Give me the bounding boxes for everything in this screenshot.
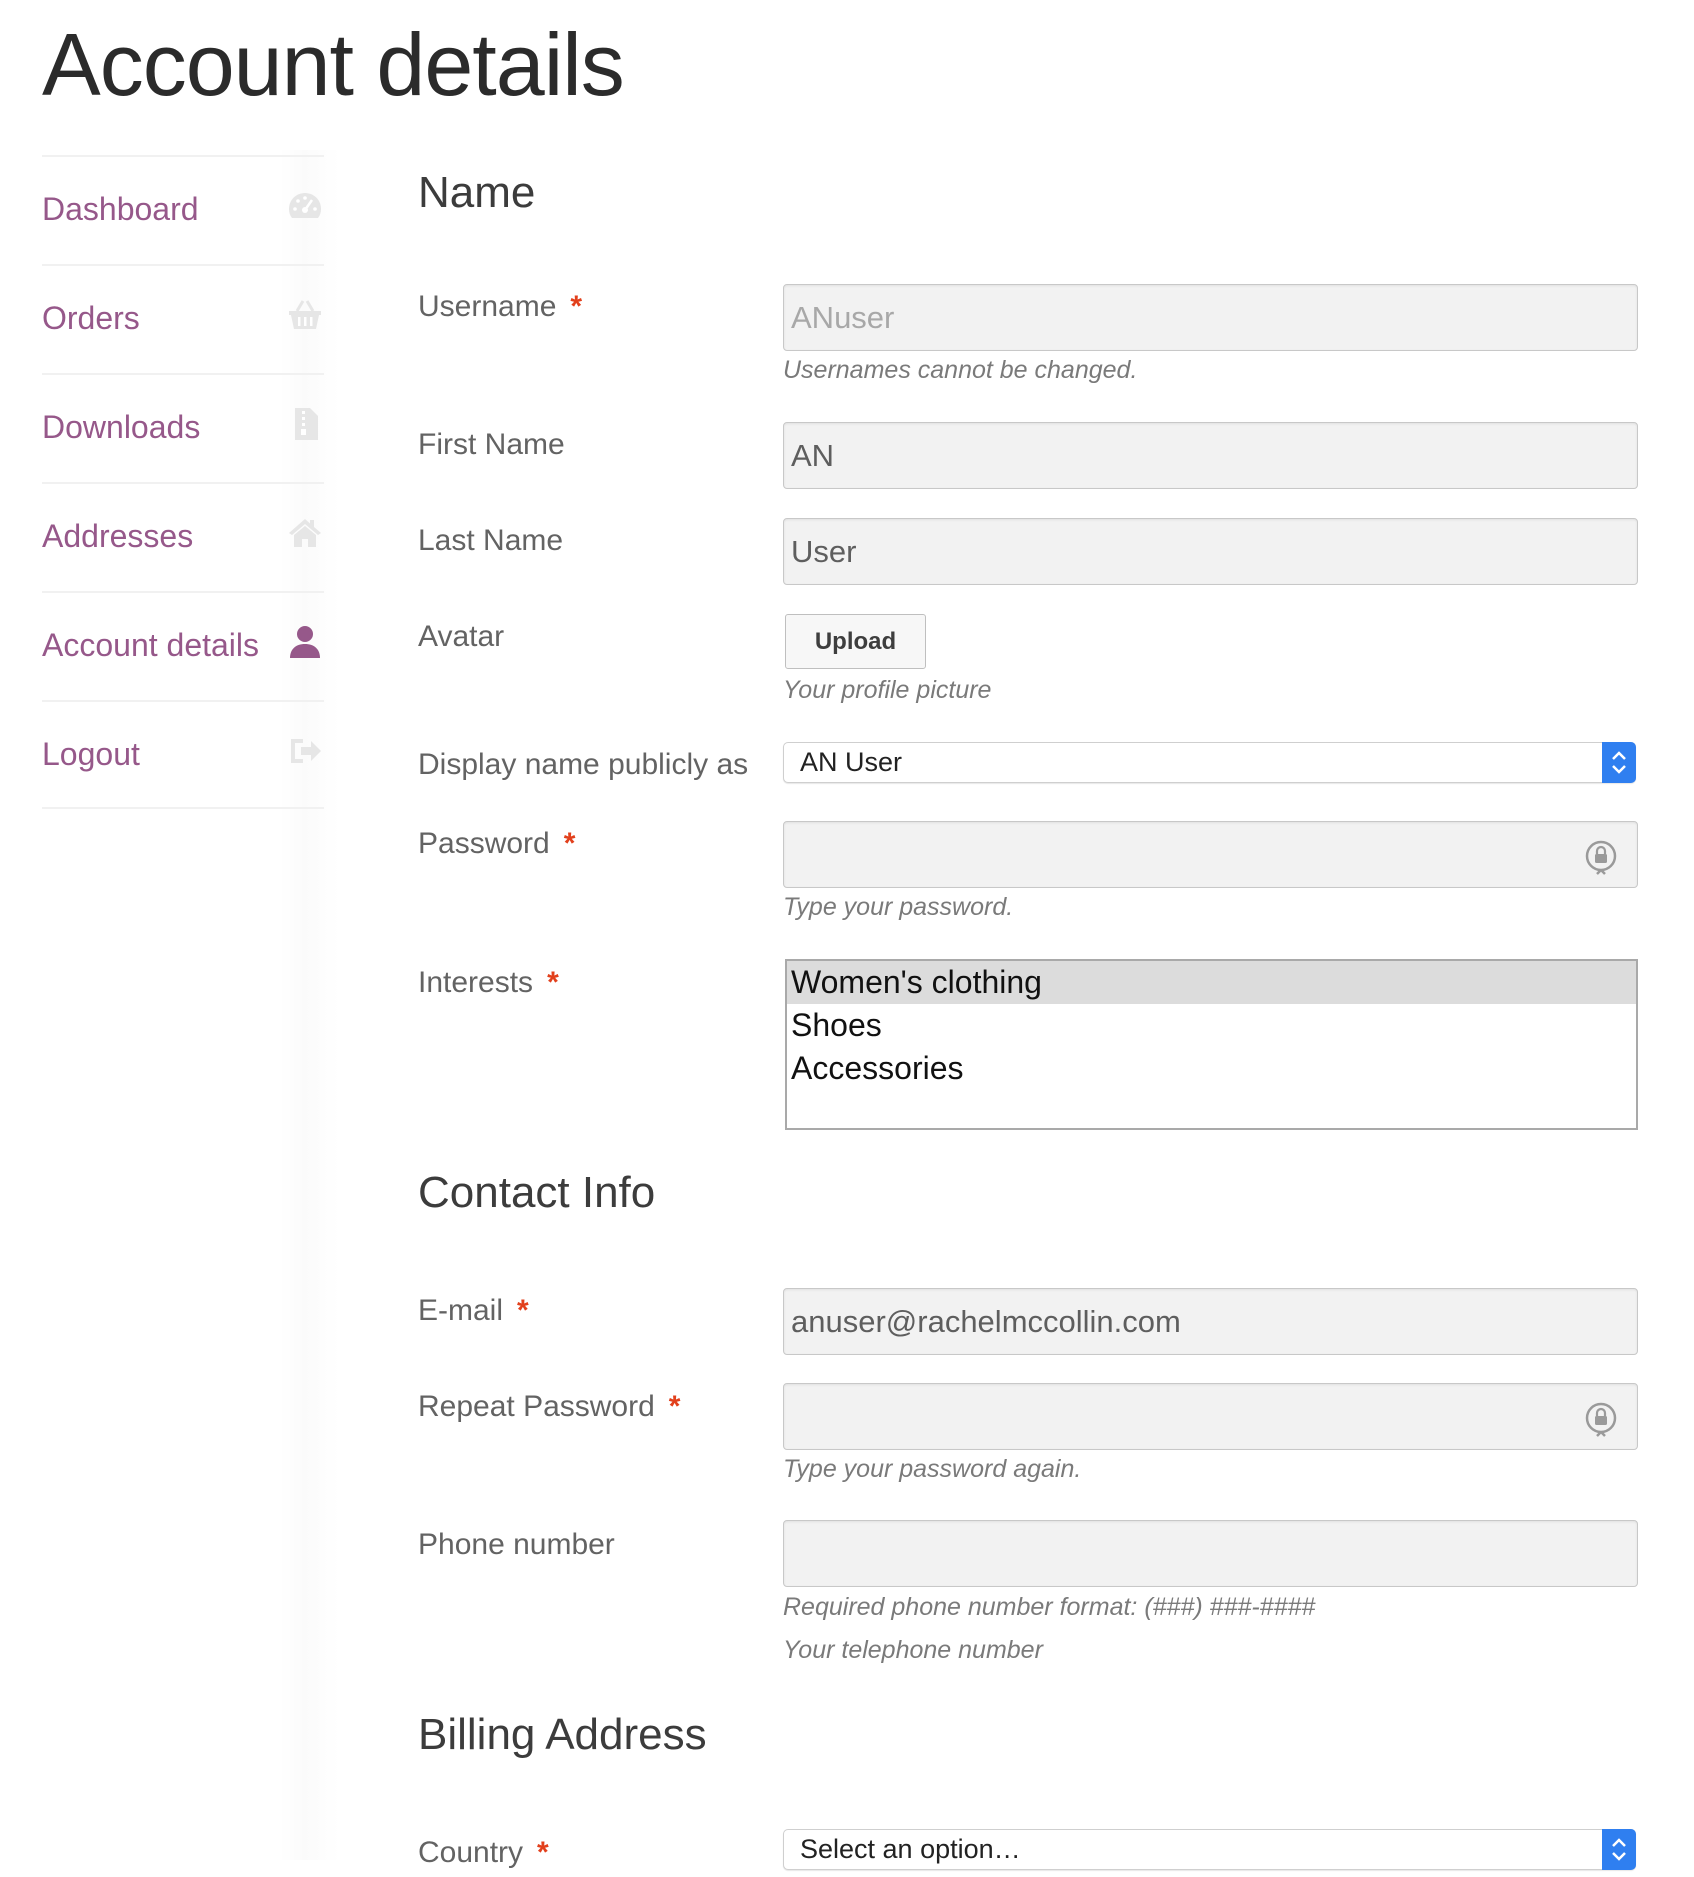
phone-input[interactable] <box>783 1520 1638 1587</box>
last-name-label: Last Name <box>418 524 564 557</box>
first-name-label: First Name <box>418 428 565 461</box>
nav-item-label[interactable]: Addresses <box>42 518 194 554</box>
interests-label: Interests * <box>418 966 559 999</box>
account-navigation <box>42 155 324 809</box>
username-input <box>783 284 1638 351</box>
phone-format-hint: Required phone number format: (###) ###-#### <box>783 1593 1316 1621</box>
country-label: Country * <box>418 1836 549 1869</box>
email-input[interactable] <box>783 1288 1638 1355</box>
display-name-value: AN User <box>800 747 903 777</box>
nav-item-label[interactable]: Downloads <box>42 409 201 445</box>
nav-item-dashboard[interactable] <box>42 155 324 264</box>
nav-item-downloads[interactable] <box>42 373 324 482</box>
last-name-input[interactable] <box>783 518 1638 585</box>
sign-out-icon <box>286 732 324 770</box>
password-autofill-lock-icon[interactable] <box>1583 836 1619 876</box>
nav-item-label[interactable]: Logout <box>42 736 140 772</box>
country-select[interactable] <box>783 1829 1636 1870</box>
nav-item-addresses[interactable] <box>42 482 324 591</box>
country-select-value: Select an option… <box>800 1834 1021 1864</box>
nav-item-account-details[interactable] <box>42 591 324 700</box>
required-asterisk: * <box>517 1294 529 1327</box>
first-name-input[interactable] <box>783 422 1638 489</box>
password-label: Password * <box>418 827 576 860</box>
user-icon <box>286 623 324 661</box>
display-name-select[interactable] <box>783 742 1636 783</box>
username-hint: Usernames cannot be changed. <box>783 356 1138 384</box>
avatar-label: Avatar <box>418 620 505 653</box>
phone-label: Phone number <box>418 1528 615 1561</box>
listbox-option[interactable]: Accessories <box>791 1050 964 1086</box>
select-chevron-icon <box>1602 742 1636 783</box>
listbox-option[interactable]: Women's clothing <box>787 961 1636 1004</box>
required-asterisk: * <box>570 290 583 323</box>
page-title: Account details <box>42 15 624 114</box>
interests-listbox[interactable] <box>785 959 1638 1130</box>
avatar-hint: Your profile picture <box>783 676 992 704</box>
section-heading-name: Name <box>418 168 536 217</box>
email-label: E-mail * <box>418 1294 529 1327</box>
display-name-label: Display name publicly as <box>418 748 749 781</box>
section-heading-billing: Billing Address <box>418 1710 707 1759</box>
dashboard-gauge-icon <box>286 187 324 225</box>
nav-item-orders[interactable] <box>42 264 324 373</box>
upload-button[interactable]: Upload <box>785 614 926 669</box>
home-icon <box>286 514 324 552</box>
repeat-password-label: Repeat Password * <box>418 1390 681 1423</box>
repeat-password-hint: Type your password again. <box>783 1455 1082 1483</box>
repeat-password-input[interactable] <box>783 1383 1638 1450</box>
nav-item-label[interactable]: Orders <box>42 300 140 336</box>
select-chevron-icon <box>1602 1829 1636 1870</box>
file-archive-icon <box>286 405 324 443</box>
required-asterisk: * <box>537 1836 549 1869</box>
required-asterisk: * <box>563 827 576 860</box>
username-label: Username * <box>418 290 583 323</box>
nav-item-label[interactable]: Dashboard <box>42 191 199 227</box>
nav-item-logout[interactable] <box>42 700 324 809</box>
required-asterisk: * <box>547 966 559 999</box>
basket-icon <box>286 296 324 334</box>
required-asterisk: * <box>668 1390 681 1423</box>
password-input[interactable] <box>783 821 1638 888</box>
section-heading-contact: Contact Info <box>418 1168 656 1217</box>
password-hint: Type your password. <box>783 893 1014 921</box>
nav-item-label[interactable]: Account details <box>42 627 260 663</box>
listbox-option[interactable]: Shoes <box>791 1007 882 1043</box>
phone-hint: Your telephone number <box>783 1636 1043 1664</box>
password-autofill-lock-icon[interactable] <box>1583 1398 1619 1438</box>
